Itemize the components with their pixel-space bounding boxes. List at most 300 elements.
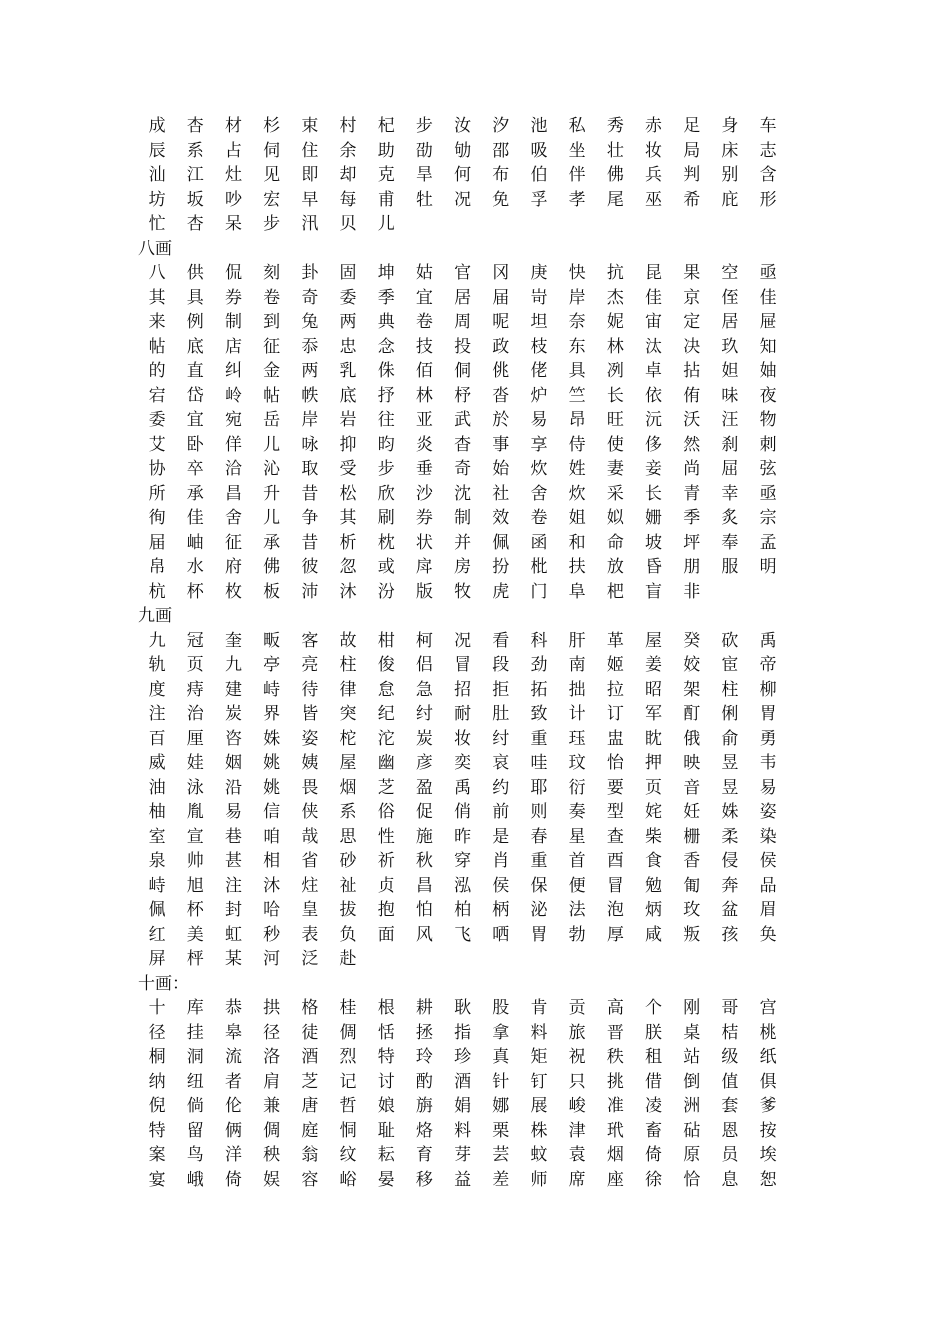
character-cell: 拓: [530, 679, 548, 700]
character-cell: 私: [568, 116, 586, 137]
character-cell: 泓: [454, 875, 472, 896]
character-cell: 帖: [148, 336, 166, 357]
character-cell: 桂: [339, 998, 357, 1019]
character-cell: 春: [530, 826, 548, 847]
character-row: [138, 1094, 818, 1119]
character-cell: 甫: [377, 189, 395, 210]
character-cell: 原: [683, 1145, 701, 1166]
character-cell: 妮: [606, 312, 624, 333]
character-cell: 居: [454, 287, 472, 308]
character-cell: 届: [148, 532, 166, 553]
character-cell: 咨: [224, 728, 242, 749]
character-cell: 品: [759, 875, 777, 896]
character-cell: 风: [415, 924, 433, 945]
character-cell: 讨: [377, 1071, 395, 1092]
character-cell: 柯: [415, 630, 433, 651]
character-cell: 津: [568, 1120, 586, 1141]
character-cell: 枝: [530, 336, 548, 357]
character-cell: 秧: [263, 1145, 281, 1166]
character-cell: 昌: [415, 875, 433, 896]
character-cell: 故: [339, 630, 357, 651]
character-cell: 何: [454, 165, 472, 186]
character-cell: 侯: [759, 851, 777, 872]
character-cell: 姑: [415, 263, 433, 284]
section-header: 十画：: [138, 973, 189, 994]
character-cell: 券: [415, 508, 433, 529]
character-cell: 宕: [148, 385, 166, 406]
character-cell: 克: [377, 165, 395, 186]
character-cell: 玟: [568, 753, 586, 774]
character-cell: 炭: [224, 704, 242, 725]
character-cell: 汕: [148, 165, 166, 186]
character-cell: 店: [224, 336, 242, 357]
character-cell: 恰: [683, 1169, 701, 1190]
character-cell: 佛: [263, 557, 281, 578]
character-cell: 皆: [301, 704, 319, 725]
character-cell: 挑: [606, 1071, 624, 1092]
character-cell: 枕: [377, 532, 395, 553]
character-cell: 眉: [759, 900, 777, 921]
character-cell: 酒: [301, 1047, 319, 1068]
character-cell: 架: [683, 679, 701, 700]
character-cell: 具: [568, 361, 586, 382]
character-cell: 界: [263, 704, 281, 725]
character-cell: 柑: [377, 630, 395, 651]
character-cell: 纪: [377, 704, 395, 725]
character-row: [138, 139, 818, 164]
character-cell: 坡: [645, 532, 663, 553]
character-cell: 是: [492, 826, 510, 847]
character-cell: 挂: [186, 1022, 204, 1043]
character-cell: 佛: [606, 165, 624, 186]
character-cell: 泉: [148, 851, 166, 872]
character-cell: 皇: [301, 900, 319, 921]
character-cell: 昆: [645, 263, 663, 284]
character-cell: 耶: [530, 777, 548, 798]
character-cell: 秋: [415, 851, 433, 872]
character-cell: 泌: [530, 900, 548, 921]
character-cell: 勇: [759, 728, 777, 749]
character-cell: 冒: [454, 655, 472, 676]
character-cell: 妆: [454, 728, 472, 749]
character-row: [138, 923, 818, 948]
character-cell: 姨: [301, 753, 319, 774]
character-cell: 纣: [415, 704, 433, 725]
character-cell: 枚: [224, 581, 242, 602]
character-cell: 升: [263, 483, 281, 504]
character-cell: 油: [148, 777, 166, 798]
character-cell: 侈: [645, 434, 663, 455]
character-cell: 珍: [454, 1047, 472, 1068]
character-cell: 急: [415, 679, 433, 700]
character-cell: 勉: [645, 875, 663, 896]
character-cell: 其: [339, 508, 357, 529]
character-cell: 禹: [454, 777, 472, 798]
character-cell: 套: [721, 1096, 739, 1117]
character-cell: 旅: [568, 1022, 586, 1043]
stroke-section: [138, 237, 818, 605]
character-cell: 姚: [263, 753, 281, 774]
character-cell: 柴: [645, 826, 663, 847]
character-cell: 伺: [263, 140, 281, 161]
character-cell: 杳: [454, 434, 472, 455]
character-cell: 酌: [415, 1071, 433, 1092]
character-cell: 每: [339, 189, 357, 210]
character-cell: 峻: [568, 1096, 586, 1117]
character-row: [138, 825, 818, 850]
character-cell: 身: [721, 116, 739, 137]
character-cell: 倚: [224, 1169, 242, 1190]
character-cell: 宛: [224, 410, 242, 431]
character-cell: 重: [530, 728, 548, 749]
character-cell: 长: [606, 385, 624, 406]
character-cell: 沙: [415, 483, 433, 504]
character-row: [138, 874, 818, 899]
character-cell: 唐: [301, 1096, 319, 1117]
character-cell: 昨: [454, 826, 472, 847]
character-cell: 拈: [683, 361, 701, 382]
character-cell: 帅: [186, 851, 204, 872]
character-row: [138, 898, 818, 923]
character-cell: 倪: [148, 1096, 166, 1117]
character-cell: 师: [530, 1169, 548, 1190]
character-cell: 昔: [301, 532, 319, 553]
character-cell: 屏: [148, 949, 166, 970]
character-cell: 拱: [263, 998, 281, 1019]
character-cell: 汝: [454, 116, 472, 137]
character-cell: 洋: [224, 1145, 242, 1166]
character-cell: 凌: [645, 1096, 663, 1117]
character-cell: 官: [454, 263, 472, 284]
character-cell: 松: [339, 483, 357, 504]
character-cell: 保: [530, 875, 548, 896]
character-cell: 姝: [721, 802, 739, 823]
character-cell: 河: [263, 949, 281, 970]
character-cell: 俄: [683, 728, 701, 749]
character-cell: 的: [148, 361, 166, 382]
character-cell: 倚: [645, 1145, 663, 1166]
character-cell: 玖: [721, 336, 739, 357]
character-cell: 厚: [606, 924, 624, 945]
character-cell: 纳: [148, 1071, 166, 1092]
character-cell: 彼: [301, 557, 319, 578]
character-cell: 坂: [186, 189, 204, 210]
character-cell: 孟: [759, 532, 777, 553]
character-cell: 封: [224, 900, 242, 921]
character-cell: 咸: [645, 924, 663, 945]
character-cell: 昏: [645, 557, 663, 578]
character-cell: 押: [645, 753, 663, 774]
character-cell: 享: [530, 434, 548, 455]
character-cell: 砧: [683, 1120, 701, 1141]
character-cell: 儿: [377, 214, 395, 235]
character-cell: 祉: [339, 875, 357, 896]
character-cell: 柚: [148, 802, 166, 823]
character-cell: 宜: [186, 410, 204, 431]
character-cell: 劲: [530, 655, 548, 676]
character-row: [138, 1119, 818, 1144]
character-cell: 皋: [224, 1022, 242, 1043]
character-cell: 穿: [454, 851, 472, 872]
character-cell: 委: [148, 410, 166, 431]
character-cell: 耘: [377, 1145, 395, 1166]
character-cell: 娱: [263, 1169, 281, 1190]
character-cell: 翁: [301, 1145, 319, 1166]
character-cell: 金: [263, 361, 281, 382]
character-cell: 俐: [721, 704, 739, 725]
character-cell: 级: [721, 1047, 739, 1068]
character-cell: 泳: [186, 777, 204, 798]
character-cell: 勃: [568, 924, 586, 945]
character-cell: 音: [683, 777, 701, 798]
character-cell: 社: [492, 483, 510, 504]
character-cell: 蚊: [530, 1145, 548, 1166]
character-cell: 抒: [377, 385, 395, 406]
character-cell: 辰: [148, 140, 166, 161]
character-cell: 武: [454, 410, 472, 431]
character-cell: 准: [606, 1096, 624, 1117]
character-cell: 幸: [721, 483, 739, 504]
character-cell: 冈: [492, 263, 510, 284]
character-cell: 岩: [339, 410, 357, 431]
character-cell: 祝: [568, 1047, 586, 1068]
character-cell: 映: [683, 753, 701, 774]
character-cell: 信: [263, 802, 281, 823]
character-cell: 畜: [645, 1120, 663, 1141]
character-cell: 呆: [224, 214, 242, 235]
character-row: [138, 1070, 818, 1095]
character-row: [138, 727, 818, 752]
character-cell: 径: [148, 1022, 166, 1043]
character-cell: 烙: [415, 1120, 433, 1141]
section-header: 八画: [138, 238, 172, 259]
character-cell: 征: [263, 336, 281, 357]
character-cell: 水: [186, 557, 204, 578]
character-cell: 奕: [454, 753, 472, 774]
character-cell: 阜: [568, 581, 586, 602]
character-cell: 青: [683, 483, 701, 504]
character-cell: 旱: [415, 165, 433, 186]
character-row: [138, 629, 818, 654]
character-cell: 芝: [377, 777, 395, 798]
character-cell: 娃: [186, 753, 204, 774]
character-cell: 坐: [568, 140, 586, 161]
character-cell: 峙: [263, 679, 281, 700]
character-cell: 布: [492, 165, 510, 186]
character-cell: 宜: [415, 287, 433, 308]
character-cell: 侠: [301, 802, 319, 823]
character-cell: 卷: [263, 287, 281, 308]
character-cell: 劬: [454, 140, 472, 161]
character-cell: 哂: [492, 924, 510, 945]
character-cell: 便: [568, 875, 586, 896]
character-cell: 状: [415, 532, 433, 553]
character-cell: 怕: [415, 900, 433, 921]
character-cell: 烟: [606, 1145, 624, 1166]
character-cell: 侑: [683, 385, 701, 406]
character-cell: 兔: [301, 312, 319, 333]
character-cell: 赴: [339, 949, 357, 970]
character-cell: 屋: [339, 753, 357, 774]
character-cell: 俩: [224, 1120, 242, 1141]
character-cell: 格: [301, 998, 319, 1019]
character-cell: 尾: [606, 189, 624, 210]
character-cell: 协: [148, 459, 166, 480]
character-cell: 车: [759, 116, 777, 137]
character-cell: 帝: [759, 655, 777, 676]
character-cell: 足: [683, 116, 701, 137]
character-cell: 佰: [415, 361, 433, 382]
character-cell: 系: [186, 140, 204, 161]
character-row: [138, 849, 818, 874]
character-cell: 巫: [645, 189, 663, 210]
character-cell: 承: [186, 483, 204, 504]
character-cell: 戽: [415, 557, 433, 578]
character-cell: 果: [683, 263, 701, 284]
character-cell: 屉: [759, 312, 777, 333]
character-cell: 效: [492, 508, 510, 529]
character-cell: 席: [568, 1169, 586, 1190]
character-cell: 抗: [606, 263, 624, 284]
character-cell: 侄: [721, 287, 739, 308]
character-cell: 虹: [224, 924, 242, 945]
character-cell: 侍: [568, 434, 586, 455]
character-cell: 昱: [721, 777, 739, 798]
character-cell: 埃: [759, 1145, 777, 1166]
character-cell: 杉: [263, 116, 281, 137]
character-cell: 侵: [721, 851, 739, 872]
character-row: [138, 506, 818, 531]
character-cell: 欣: [377, 483, 395, 504]
character-cell: 两: [339, 312, 357, 333]
character-cell: 旺: [606, 410, 624, 431]
character-row: [138, 1021, 818, 1046]
character-cell: 析: [339, 532, 357, 553]
character-cell: 村: [339, 116, 357, 137]
character-cell: 壮: [606, 140, 624, 161]
character-cell: 庭: [301, 1120, 319, 1141]
character-cell: 流: [224, 1047, 242, 1068]
character-row: [138, 408, 818, 433]
character-cell: 别: [721, 165, 739, 186]
character-cell: 供: [186, 263, 204, 284]
character-cell: 刷: [377, 508, 395, 529]
character-cell: 奇: [301, 287, 319, 308]
character-cell: 卧: [186, 434, 204, 455]
character-cell: 技: [415, 336, 433, 357]
character-cell: 坪: [683, 532, 701, 553]
character-row: [138, 1143, 818, 1168]
character-cell: 旃: [415, 1096, 433, 1117]
character-cell: 形: [759, 189, 777, 210]
character-cell: 哇: [530, 753, 548, 774]
character-cell: 烈: [339, 1047, 357, 1068]
character-cell: 并: [454, 532, 472, 553]
character-cell: 屈: [721, 459, 739, 480]
character-cell: 姚: [263, 777, 281, 798]
character-cell: 兼: [263, 1096, 281, 1117]
character-cell: 姝: [263, 728, 281, 749]
character-cell: 哥: [721, 998, 739, 1019]
character-cell: 沿: [224, 777, 242, 798]
character-cell: 乳: [339, 361, 357, 382]
character-cell: 彦: [415, 753, 433, 774]
character-cell: 汛: [301, 214, 319, 235]
character-cell: 痔: [186, 679, 204, 700]
character-cell: 袁: [568, 1145, 586, 1166]
character-cell: 注: [224, 875, 242, 896]
character-cell: 库: [186, 998, 204, 1019]
character-cell: 叛: [683, 924, 701, 945]
character-cell: 朕: [645, 1022, 663, 1043]
character-cell: 娘: [377, 1096, 395, 1117]
character-cell: 占: [224, 140, 242, 161]
character-cell: 来: [148, 312, 166, 333]
character-cell: 东: [568, 336, 586, 357]
character-cell: 待: [301, 679, 319, 700]
character-cell: 居: [721, 312, 739, 333]
character-cell: 奉: [721, 532, 739, 553]
character-cell: 倘: [186, 1096, 204, 1117]
character-cell: 恬: [377, 1022, 395, 1043]
character-cell: 忙: [148, 214, 166, 235]
character-cell: 差: [492, 1169, 510, 1190]
character-cell: 沃: [683, 410, 701, 431]
character-cell: 按: [759, 1120, 777, 1141]
character-cell: 息: [721, 1169, 739, 1190]
character-cell: 典: [377, 312, 395, 333]
character-cell: 怠: [377, 679, 395, 700]
character-cell: 法: [568, 900, 586, 921]
character-cell: 个: [645, 998, 663, 1019]
character-cell: 耐: [454, 704, 472, 725]
character-cell: 芸: [492, 1145, 510, 1166]
character-cell: 旭: [186, 875, 204, 896]
character-cell: 杭: [148, 581, 166, 602]
character-cell: 牡: [415, 189, 433, 210]
character-cell: 咱: [263, 826, 281, 847]
character-cell: 徒: [301, 1022, 319, 1043]
character-cell: 况: [454, 189, 472, 210]
character-cell: 伴: [568, 165, 586, 186]
character-cell: 站: [683, 1047, 701, 1068]
character-cell: 柱: [721, 679, 739, 700]
character-cell: 妊: [683, 802, 701, 823]
stroke-section: [138, 972, 818, 1193]
character-cell: 奈: [568, 312, 586, 333]
character-cell: 记: [339, 1071, 357, 1092]
stroke-section: [138, 114, 818, 237]
character-cell: 九: [224, 655, 242, 676]
character-cell: 卷: [530, 508, 548, 529]
character-cell: 沐: [339, 581, 357, 602]
character-cell: 免: [492, 189, 510, 210]
character-cell: 助: [377, 140, 395, 161]
character-cell: 杰: [606, 287, 624, 308]
character-cell: 哲: [339, 1096, 357, 1117]
character-cell: 注: [148, 704, 166, 725]
character-cell: 空: [721, 263, 739, 284]
character-cell: 刚: [683, 998, 701, 1019]
character-cell: 沛: [301, 581, 319, 602]
character-cell: 杼: [454, 385, 472, 406]
character-cell: 府: [224, 557, 242, 578]
section-header: 九画: [138, 606, 172, 626]
character-list-document: [138, 114, 818, 1192]
character-cell: 吵: [224, 189, 242, 210]
character-cell: 伯: [530, 165, 548, 186]
character-cell: 忽: [339, 557, 357, 578]
